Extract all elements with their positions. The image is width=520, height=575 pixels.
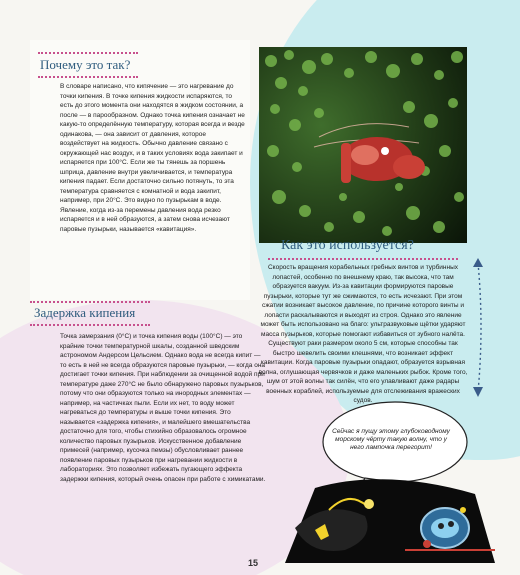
section-title-why: Почему это так? xyxy=(40,57,131,72)
section-title-delay: Задержка кипения xyxy=(34,305,136,320)
shrimp-photo-graphic xyxy=(259,47,467,243)
title-dots-bottom xyxy=(38,76,138,78)
shrimp-photo xyxy=(259,47,467,243)
section-body-why: В словаре написано, что кипячение — это нагревание до точки кипения. В точке кипения жидкости испаряются, то есть до этого момента они находятся в жидком состоянии, а после — в парообразном. Однако точка кипения означает не какую-то определённую температуру, которая всегда и везде одинакова, — она зависит от давления, которое воздействует на жидкость. Обычно давление связано с окружающей нас воздух, и в таких условиях вода закипает и испаряется при 100°С. Если же ты тянешь за поршень шприца, давление внутри увеличивается, и температура кипения падает. Если достаточно сильно потянуть, то эта температура сравняется с комнатной и вода закипит, например, при 20°С. Это видно по пузырькам в воде. Явление, когда из-за перемены давления вода резко испаряется и в ней образуются, а затем снова исчезают паровые пузырьки, называется «кавитация». xyxy=(60,83,245,233)
comic-graphic xyxy=(255,398,515,563)
section-body-usage: Скорость вращения корабельных гребных винтов и турбинных лопастей, особенно по внешнему краю, так высока, что там образуется вакуум. Из-за кавитации формируются паровые пузырьки, которые тут же сжимаются, то есть исчезают. При этом сжатии возникает высокое давление, по причине которого винты и лопасти раскалываются и выходят из строя. Однако это явление может быть использовано на благо: ультразвуковые щётки ударяют масса пузырьков, которые помогают избавиться от зубного налёта. Существуют раки размером около 5 см, которые способны так быстро шевелить своими клешнями, что возникает эффект кавитации. Когда паровые пузырьки опадают, образуется взрывная волна, оглушающая червячков и даже маленьких рыбок. Кроме того, шум от этой волны так силён, что его улавливают даже радары военных кораблей, используемые для отслеживания вражеских судов. xyxy=(258,264,468,404)
page-number: 15 xyxy=(248,558,259,568)
speech-bubble-text: Сейчас я пущу этому глубоководному морскому чёрту такую волну, что у него лампочка перегорит! xyxy=(332,428,450,451)
title-dots-top xyxy=(38,52,138,54)
section-title-usage: Как это используется? xyxy=(281,238,414,253)
delay-title-dots-bottom xyxy=(30,324,150,326)
usage-title-dots xyxy=(268,258,458,260)
anglerfish-comic xyxy=(255,398,515,563)
section-body-delay: Точка замерзания (0°С) и точка кипения воды (100°С) — это крайние точки температурной шкалы, созданной шведским астрономом Андерсом Цельсием. Однако вода не всегда кипит — то есть в ней не всегда образуются паровые пузырьки, — когда она достигает точки кипения. При наблюдении за очищенной водой при температуре даже 270°С не было обнаружено паровых пузырьков, потому что они образуются только на инородных элементах — например, на частичках пыли. Если их нет, то воду может нагреваться до температуры и выше точки кипения. Это называется «задержка кипения», и малейшего вмешательства достаточно для того, чтобы стихийно образовалось огромное количество паровых пузырьков. Искусственное добавление примесей (например, кусочка пемзы) обусловливает раннее появление паровых пузырьков при нагревании жидкости в лабораториях. Это позволяет избежать пугающего эффекта задержки кипения, который очень опасен при работе с химикатами. xyxy=(60,333,266,483)
dotted-arrow xyxy=(468,255,488,400)
delay-title-dots-top xyxy=(30,301,150,303)
